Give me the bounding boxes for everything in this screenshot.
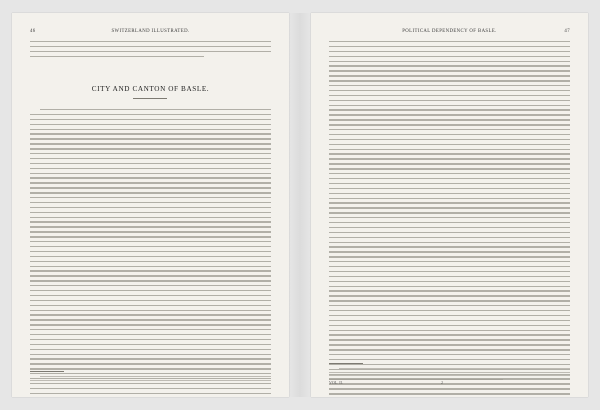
text-line	[329, 56, 570, 57]
text-line	[329, 109, 570, 110]
text-line	[329, 315, 570, 316]
text-line	[329, 261, 570, 262]
text-line	[329, 349, 570, 350]
footnote-line	[339, 368, 570, 369]
text-line	[329, 119, 570, 120]
left-intro-paragraph	[30, 41, 271, 61]
footnote-rule	[329, 363, 363, 364]
text-line	[329, 207, 570, 208]
left-footnote	[30, 376, 271, 383]
book-gutter	[289, 13, 311, 397]
text-line	[329, 61, 570, 62]
footnote-line	[30, 380, 271, 381]
text-line	[30, 41, 271, 42]
text-line	[30, 192, 271, 193]
text-line	[329, 251, 570, 252]
text-line	[329, 276, 570, 277]
right-body-text	[329, 41, 570, 397]
text-line	[329, 256, 570, 257]
text-line	[329, 310, 570, 311]
text-line	[329, 144, 570, 145]
text-line	[30, 158, 271, 159]
text-line	[30, 275, 271, 276]
text-line	[329, 158, 570, 159]
text-line	[329, 70, 570, 71]
left-running-head	[30, 27, 271, 36]
text-line	[30, 226, 271, 227]
footnote-line	[329, 375, 570, 376]
text-line	[329, 290, 570, 291]
text-line	[30, 129, 271, 130]
text-line	[329, 286, 570, 287]
text-line	[329, 41, 570, 42]
text-line	[329, 178, 570, 179]
text-line	[30, 114, 271, 115]
text-line	[329, 281, 570, 282]
text-line	[329, 105, 570, 106]
text-line	[30, 314, 271, 315]
signature-volume: VOL. II.	[329, 380, 343, 385]
text-line	[329, 183, 570, 184]
text-line	[329, 75, 570, 76]
text-line	[329, 173, 570, 174]
text-line	[30, 295, 271, 296]
text-line	[30, 334, 271, 335]
text-line	[329, 198, 570, 199]
text-line	[329, 237, 570, 238]
text-line	[329, 100, 570, 101]
text-line	[329, 305, 570, 306]
text-line	[30, 300, 271, 301]
text-line	[30, 148, 271, 149]
text-line	[30, 202, 271, 203]
left-page	[12, 13, 289, 397]
text-line	[329, 124, 570, 125]
text-line	[30, 51, 271, 52]
text-line	[30, 305, 271, 306]
text-line	[30, 310, 271, 311]
text-line	[329, 65, 570, 66]
text-line	[30, 163, 271, 164]
text-line	[329, 300, 570, 301]
text-line	[329, 242, 570, 243]
text-line	[30, 241, 271, 242]
text-line	[329, 359, 570, 360]
text-line	[30, 217, 271, 218]
text-line	[30, 46, 271, 47]
right-running-title: POLITICAL DEPENDENCY OF BASLE.	[402, 29, 497, 34]
right-page	[311, 13, 588, 397]
footnote-rule	[30, 371, 64, 372]
section-heading: CITY AND CANTON OF BASLE.	[91, 85, 210, 93]
text-line	[30, 363, 271, 364]
text-line	[30, 261, 271, 262]
text-line	[30, 168, 271, 169]
text-line	[329, 232, 570, 233]
text-line	[30, 368, 271, 369]
text-line	[329, 364, 570, 365]
text-line	[329, 153, 570, 154]
text-line	[30, 173, 271, 174]
text-line	[30, 187, 271, 188]
text-line	[329, 129, 570, 130]
text-line	[30, 221, 271, 222]
left-body-text	[30, 109, 271, 397]
heading-rule	[133, 98, 167, 99]
text-line	[329, 193, 570, 194]
text-line	[30, 358, 271, 359]
text-line	[30, 354, 271, 355]
text-line	[329, 393, 570, 394]
right-page-number: 47	[564, 29, 570, 34]
text-line	[30, 270, 271, 271]
text-line	[30, 138, 271, 139]
text-line	[329, 168, 570, 169]
text-line	[40, 109, 271, 110]
text-line	[30, 153, 271, 154]
text-line	[329, 90, 570, 91]
text-line	[329, 222, 570, 223]
text-line	[30, 256, 271, 257]
text-line	[30, 349, 271, 350]
text-line	[30, 133, 271, 134]
text-line	[329, 271, 570, 272]
footnote-line	[40, 376, 271, 377]
text-line	[30, 393, 271, 394]
text-line	[329, 95, 570, 96]
text-line	[329, 217, 570, 218]
printer-signature	[329, 380, 570, 385]
text-line	[30, 231, 271, 232]
right-running-head	[329, 27, 570, 36]
text-line	[329, 149, 570, 150]
footnote-line	[329, 372, 570, 373]
text-line	[329, 134, 570, 135]
signature-index: 2	[441, 380, 443, 385]
text-line	[329, 320, 570, 321]
left-running-title: SWITZERLAND ILLUSTRATED.	[111, 29, 190, 34]
text-line	[30, 56, 204, 57]
text-line	[329, 85, 570, 86]
text-line	[329, 344, 570, 345]
text-line	[30, 319, 271, 320]
text-line	[30, 329, 271, 330]
text-line	[30, 373, 271, 374]
text-line	[329, 266, 570, 267]
text-line	[329, 330, 570, 331]
text-line	[329, 188, 570, 189]
text-line	[329, 295, 570, 296]
text-line	[30, 119, 271, 120]
text-line	[329, 334, 570, 335]
text-line	[30, 251, 271, 252]
text-line	[329, 325, 570, 326]
text-line	[30, 207, 271, 208]
text-line	[329, 212, 570, 213]
text-line	[30, 124, 271, 125]
text-line	[329, 46, 570, 47]
text-line	[329, 354, 570, 355]
text-line	[329, 339, 570, 340]
text-line	[329, 246, 570, 247]
text-line	[30, 339, 271, 340]
text-line	[30, 236, 271, 237]
text-line	[30, 280, 271, 281]
text-line	[30, 182, 271, 183]
text-line	[329, 80, 570, 81]
text-line	[329, 139, 570, 140]
text-line	[329, 114, 570, 115]
text-line	[329, 51, 570, 52]
text-line	[30, 324, 271, 325]
text-line	[329, 227, 570, 228]
text-line	[30, 266, 271, 267]
text-line	[30, 344, 271, 345]
text-line	[329, 388, 570, 389]
text-line	[30, 290, 271, 291]
text-line	[30, 388, 271, 389]
text-line	[30, 285, 271, 286]
text-line	[30, 177, 271, 178]
text-line	[30, 246, 271, 247]
text-line	[30, 212, 271, 213]
text-line	[30, 143, 271, 144]
text-line	[30, 197, 271, 198]
text-line	[329, 202, 570, 203]
text-line	[329, 163, 570, 164]
left-page-number: 46	[30, 29, 36, 34]
